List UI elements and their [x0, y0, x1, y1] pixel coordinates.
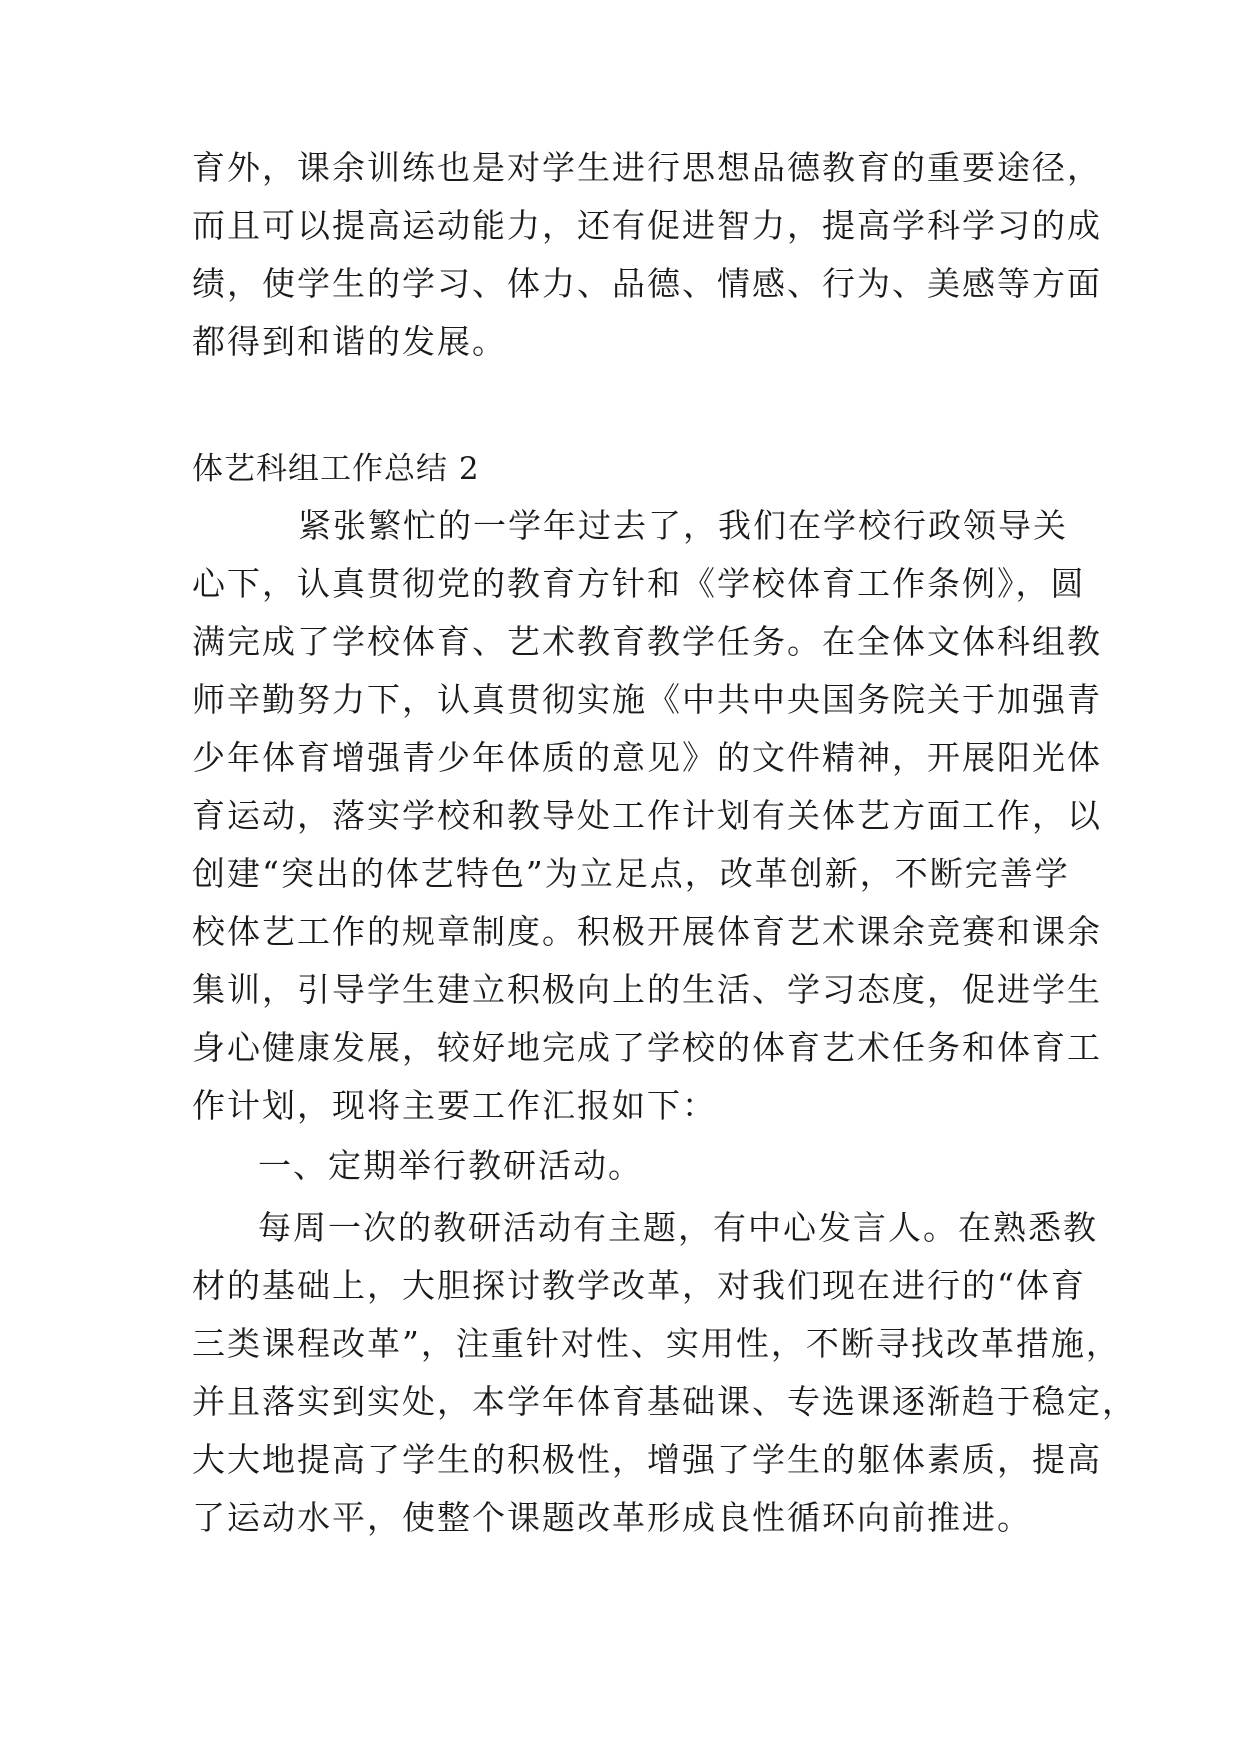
paragraph-line: 了运动水平，使整个课题改革形成良性循环向前推进。 [192, 1498, 1032, 1537]
paragraph-line: 每周一次的教研活动有主题，有中心发言人。在熟悉教 [258, 1208, 1098, 1247]
paragraph-line: 少年体育增强青少年体质的意见》的文件精神，开展阳光体 [192, 738, 1102, 777]
paragraph-line: 而且可以提高运动能力，还有促进智力，提高学科学习的成 [192, 206, 1102, 245]
paragraph-line: 都得到和谐的发展。 [192, 322, 507, 361]
paragraph-line: 三类课程改革”，注重针对性、实用性，不断寻找改革措施， [192, 1324, 1121, 1363]
paragraph-line: 紧张繁忙的一学年过去了，我们在学校行政领导关 [298, 506, 1068, 545]
paragraph-line: 育外，课余训练也是对学生进行思想品德教育的重要途径， [192, 148, 1102, 187]
paragraph-line: 满完成了学校体育、艺术教育教学任务。在全体文体科组教 [192, 622, 1102, 661]
section-title: 体艺科组工作总结 2 [192, 451, 480, 487]
paragraph-line: 创建“突出的体艺特色”为立足点，改革创新，不断完善学 [192, 854, 1070, 893]
paragraph-line: 作计划，现将主要工作汇报如下： [192, 1086, 717, 1125]
paragraph-line: 身心健康发展，较好地完成了学校的体育艺术任务和体育工 [192, 1028, 1102, 1067]
paragraph-line: 集训，引导学生建立积极向上的生活、学习态度，促进学生 [192, 970, 1102, 1009]
subsection-heading: 一、定期举行教研活动。 [258, 1146, 643, 1185]
paragraph-line: 材的基础上，大胆探讨教学改革，对我们现在进行的“体育 [192, 1266, 1086, 1305]
paragraph-line: 育运动，落实学校和教导处工作计划有关体艺方面工作，以 [192, 796, 1102, 835]
paragraph-line: 心下，认真贯彻党的教育方针和《学校体育工作条例》，圆 [192, 564, 1086, 603]
paragraph-line: 绩，使学生的学习、体力、品德、情感、行为、美感等方面 [192, 264, 1102, 303]
paragraph-line: 师辛勤努力下，认真贯彻实施《中共中央国务院关于加强青 [192, 680, 1102, 719]
paragraph-line: 校体艺工作的规章制度。积极开展体育艺术课余竞赛和课余 [192, 912, 1102, 951]
paragraph-line: 大大地提高了学生的积极性，增强了学生的躯体素质，提高 [192, 1440, 1102, 1479]
paragraph-line: 并且落实到实处，本学年体育基础课、专选课逐渐趋于稳定， [192, 1382, 1137, 1421]
